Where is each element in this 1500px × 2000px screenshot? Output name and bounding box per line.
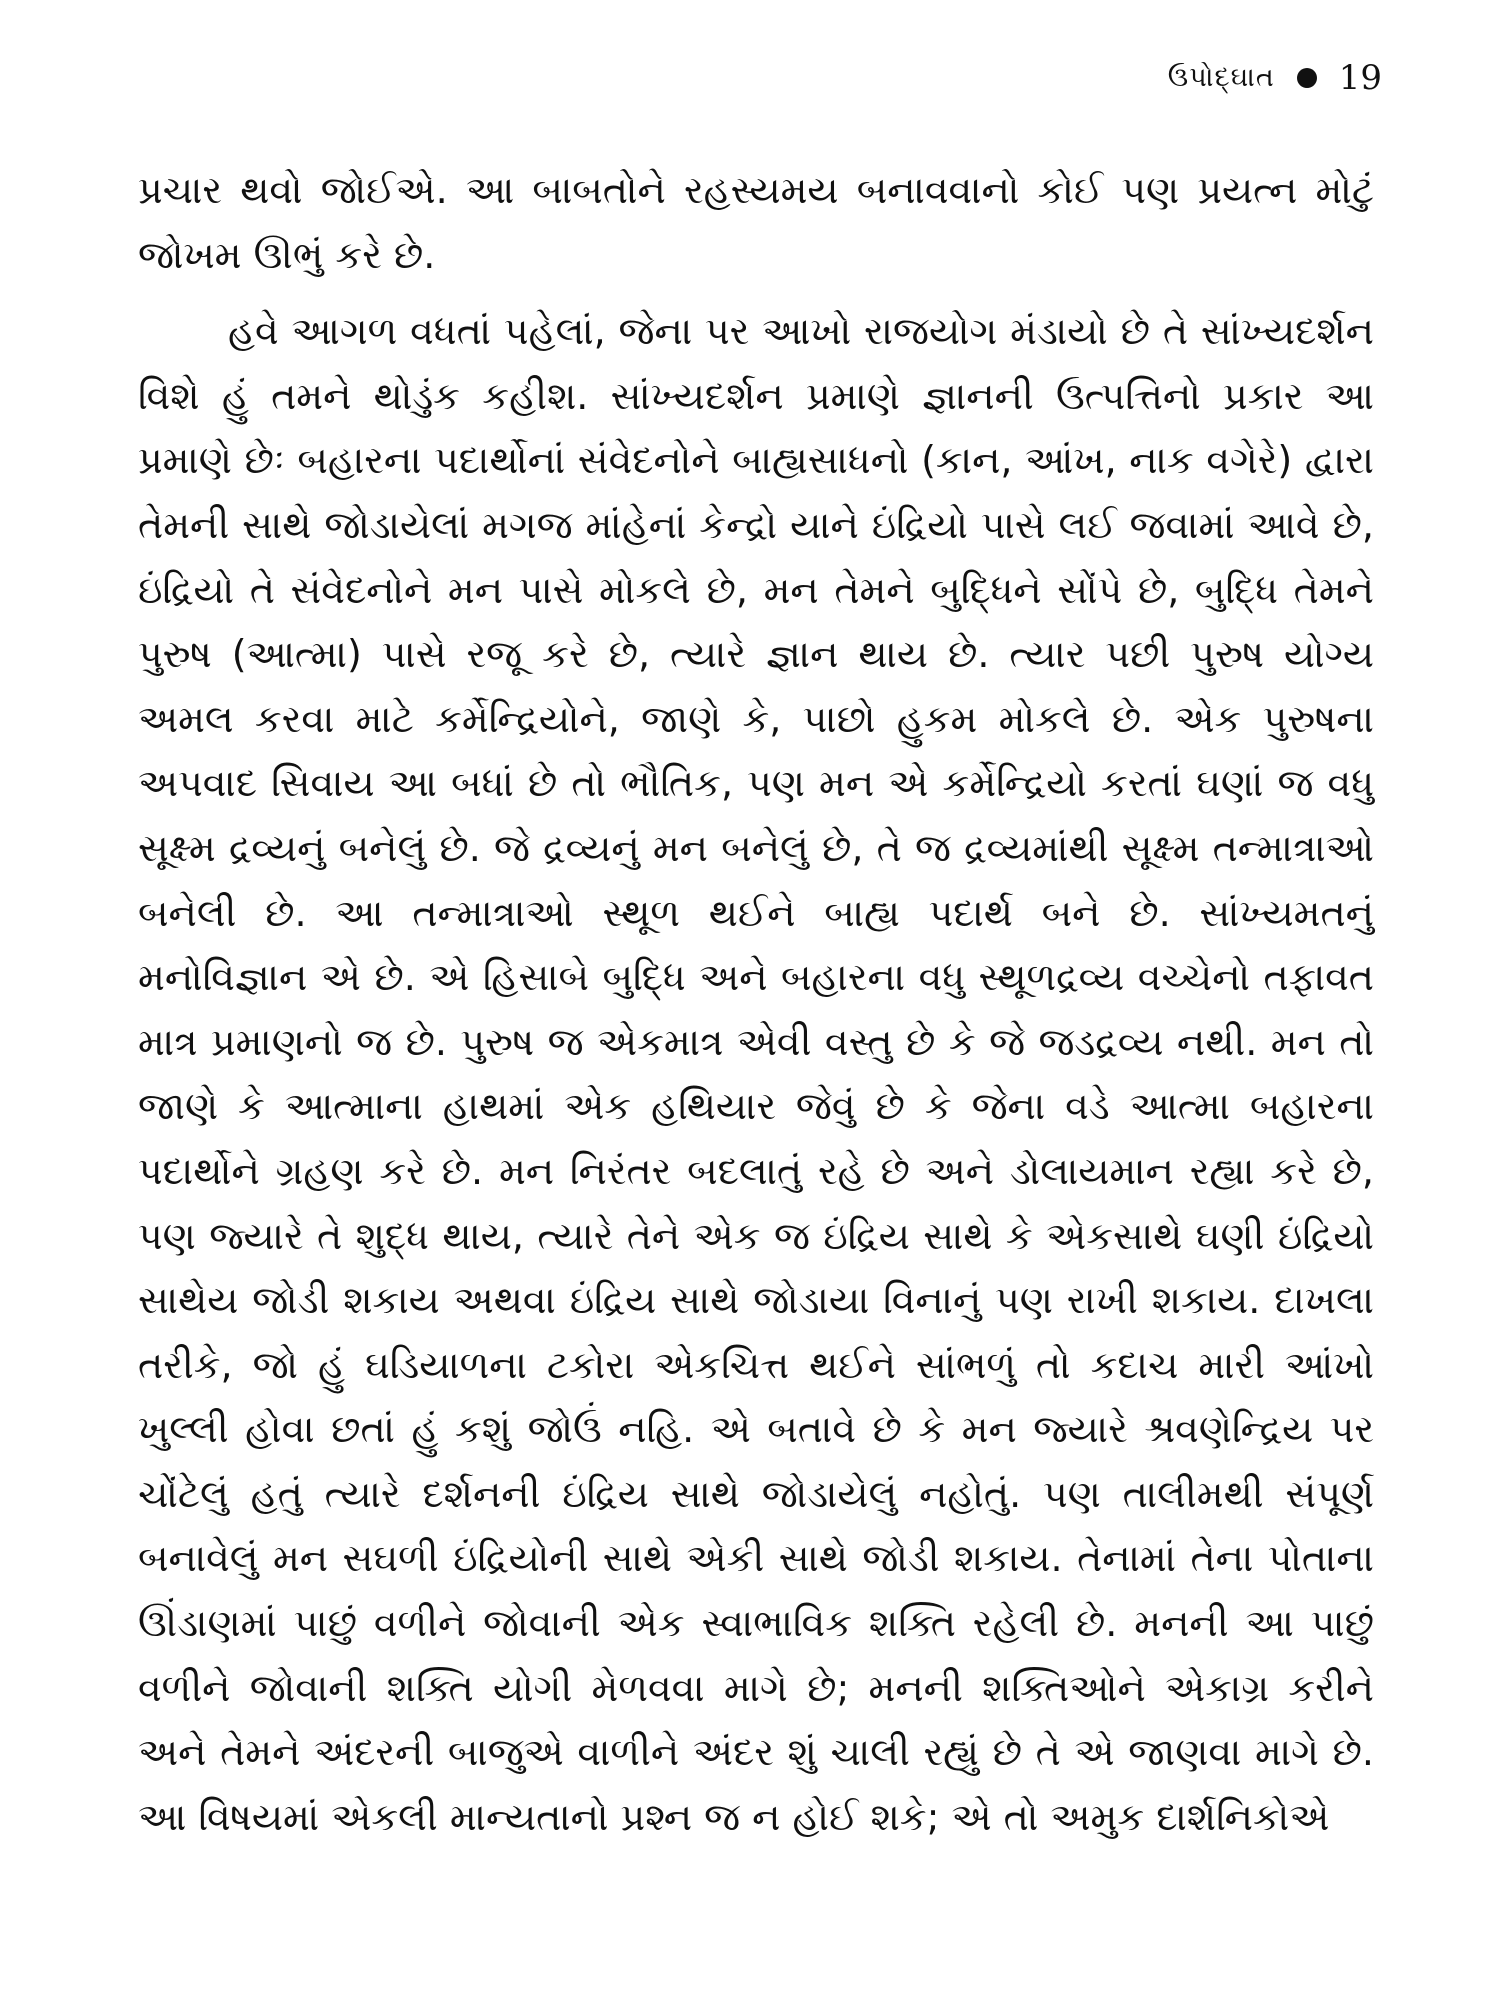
running-title: ઉપોદ્ઘાત [1167,62,1275,93]
page-number: 19 [1338,58,1382,98]
body-text [138,158,1374,1849]
paragraph-samkhya: હવે આગળ વધતાં પહેલાં, જેના પર આખો રાજયોગ મંડાયો છે તે સાંખ્યદર્શન વિશે હું તમને થોડુંક કહીશ. સાંખ્યદર્શન પ્રમાણે જ્ઞાનની ઉત્પત્તિનો પ્રકાર આ પ્રમાણે છેઃ બહારના પદાર્થોનાં સંવેદનોને બાહ્યસાધનો (કાન, આંખ, નાક વગેરે) દ્વારા તેમની સાથે જોડાયેલાં મગજ માંહેનાં કેન્દ્રો યાને ઇંદ્રિયો પાસે લઈ જવામાં આવે છે, ઇંદ્રિયો તે સંવેદનોને મન પાસે મોકલે છે, મન તેમને બુદ્ધિને સોંપે છે, બુદ્ધિ તેમને પુરુષ (આત્મા) પાસે રજૂ કરે છે, ત્યારે જ્ઞાન થાય છે. ત્યાર પછી પુરુષ યોગ્ય અમલ કરવા માટે કર્મેન્દ્રિયોને, જાણે કે, પાછો હુકમ મોકલે છે. એક પુરુષના અપવાદ સિવાય આ બધાં છે તો ભૌતિક, પણ મન એ કર્મેન્દ્રિયો કરતાં ઘણાં જ વધુ સૂક્ષ્મ દ્રવ્યનું બનેલું છે. જે દ્રવ્યનું મન બનેલું છે, તે જ દ્રવ્યમાંથી સૂક્ષ્મ તન્માત્રાઓ બનેલી છે. આ તન્માત્રાઓ સ્થૂળ થઈને બાહ્ય પદાર્થ બને છે. સાંખ્યમતનું મનોવિજ્ઞાન એ છે. એ હિસાબે બુદ્ધિ અને બહારના વધુ સ્થૂળદ્રવ્ય વચ્ચેનો તફાવત માત્ર પ્રમાણનો જ છે. પુરુષ જ એકમાત્ર એવી વસ્તુ છે કે જે જડદ્રવ્ય નથી. મન તો જાણે કે આત્માના હાથમાં એક હથિયાર જેવું છે કે જેના વડે આત્મા બહારના પદાર્થોને ગ્રહણ કરે છે. મન નિરંતર બદલાતું રહે છે અને ડોલાયમાન રહ્યા કરે છે, પણ જ્યારે તે શુદ્ધ થાય, ત્યારે તેને એક જ ઇંદ્રિય સાથે કે એકસાથે ઘણી ઇંદ્રિયો સાથેય જોડી શકાય અથવા ઇંદ્રિય સાથે જોડાયા વિનાનું પણ રાખી શકાય. દાખલા તરીકે, જો હું ઘડિયાળના ટકોરા એકચિત્ત થઈને સાંભળું તો કદાચ મારી આંખો ખુલ્લી હોવા છતાં હું કશું જોઉં નહિ. એ બતાવે છે કે મન જ્યારે શ્રવણેન્દ્રિય પર ચોંટેલું હતું ત્યારે દર્શનની ઇંદ્રિય સાથે જોડાયેલું નહોતું. પણ તાલીમથી સંપૂર્ણ બનાવેલું મન સઘળી ઇંદ્રિયોની સાથે એકી સાથે જોડી શકાય. તેનામાં તેના પોતાના ઊંડાણમાં પાછું વળીને જોવાની એક સ્વાભાવિક શક્તિ રહેલી છે. મનની આ પાછું વળીને જોવાની શક્તિ યોગી મેળવવા માગે છે; મનની શક્તિઓને એકાગ્ર કરીને અને તેમને અંદરની બાજુએ વાળીને અંદર શું ચાલી રહ્યું છે તે એ જાણવા માગે છે. આ વિષયમાં એકલી માન્યતાનો પ્રશ્ન જ ન હોઈ શકે; એ તો અમુક દાર્શનિકોએ [138,309,1374,1839]
paragraph-continuation: પ્રચાર થવો જોઈએ. આ બાબતોને રહસ્યમય બનાવવાનો કોઈ પણ પ્રયત્ન મોટું જોખમ ઊભું કરે છે. [138,168,1374,277]
bullet-dot-icon [1297,68,1317,88]
running-header [1168,58,1382,98]
